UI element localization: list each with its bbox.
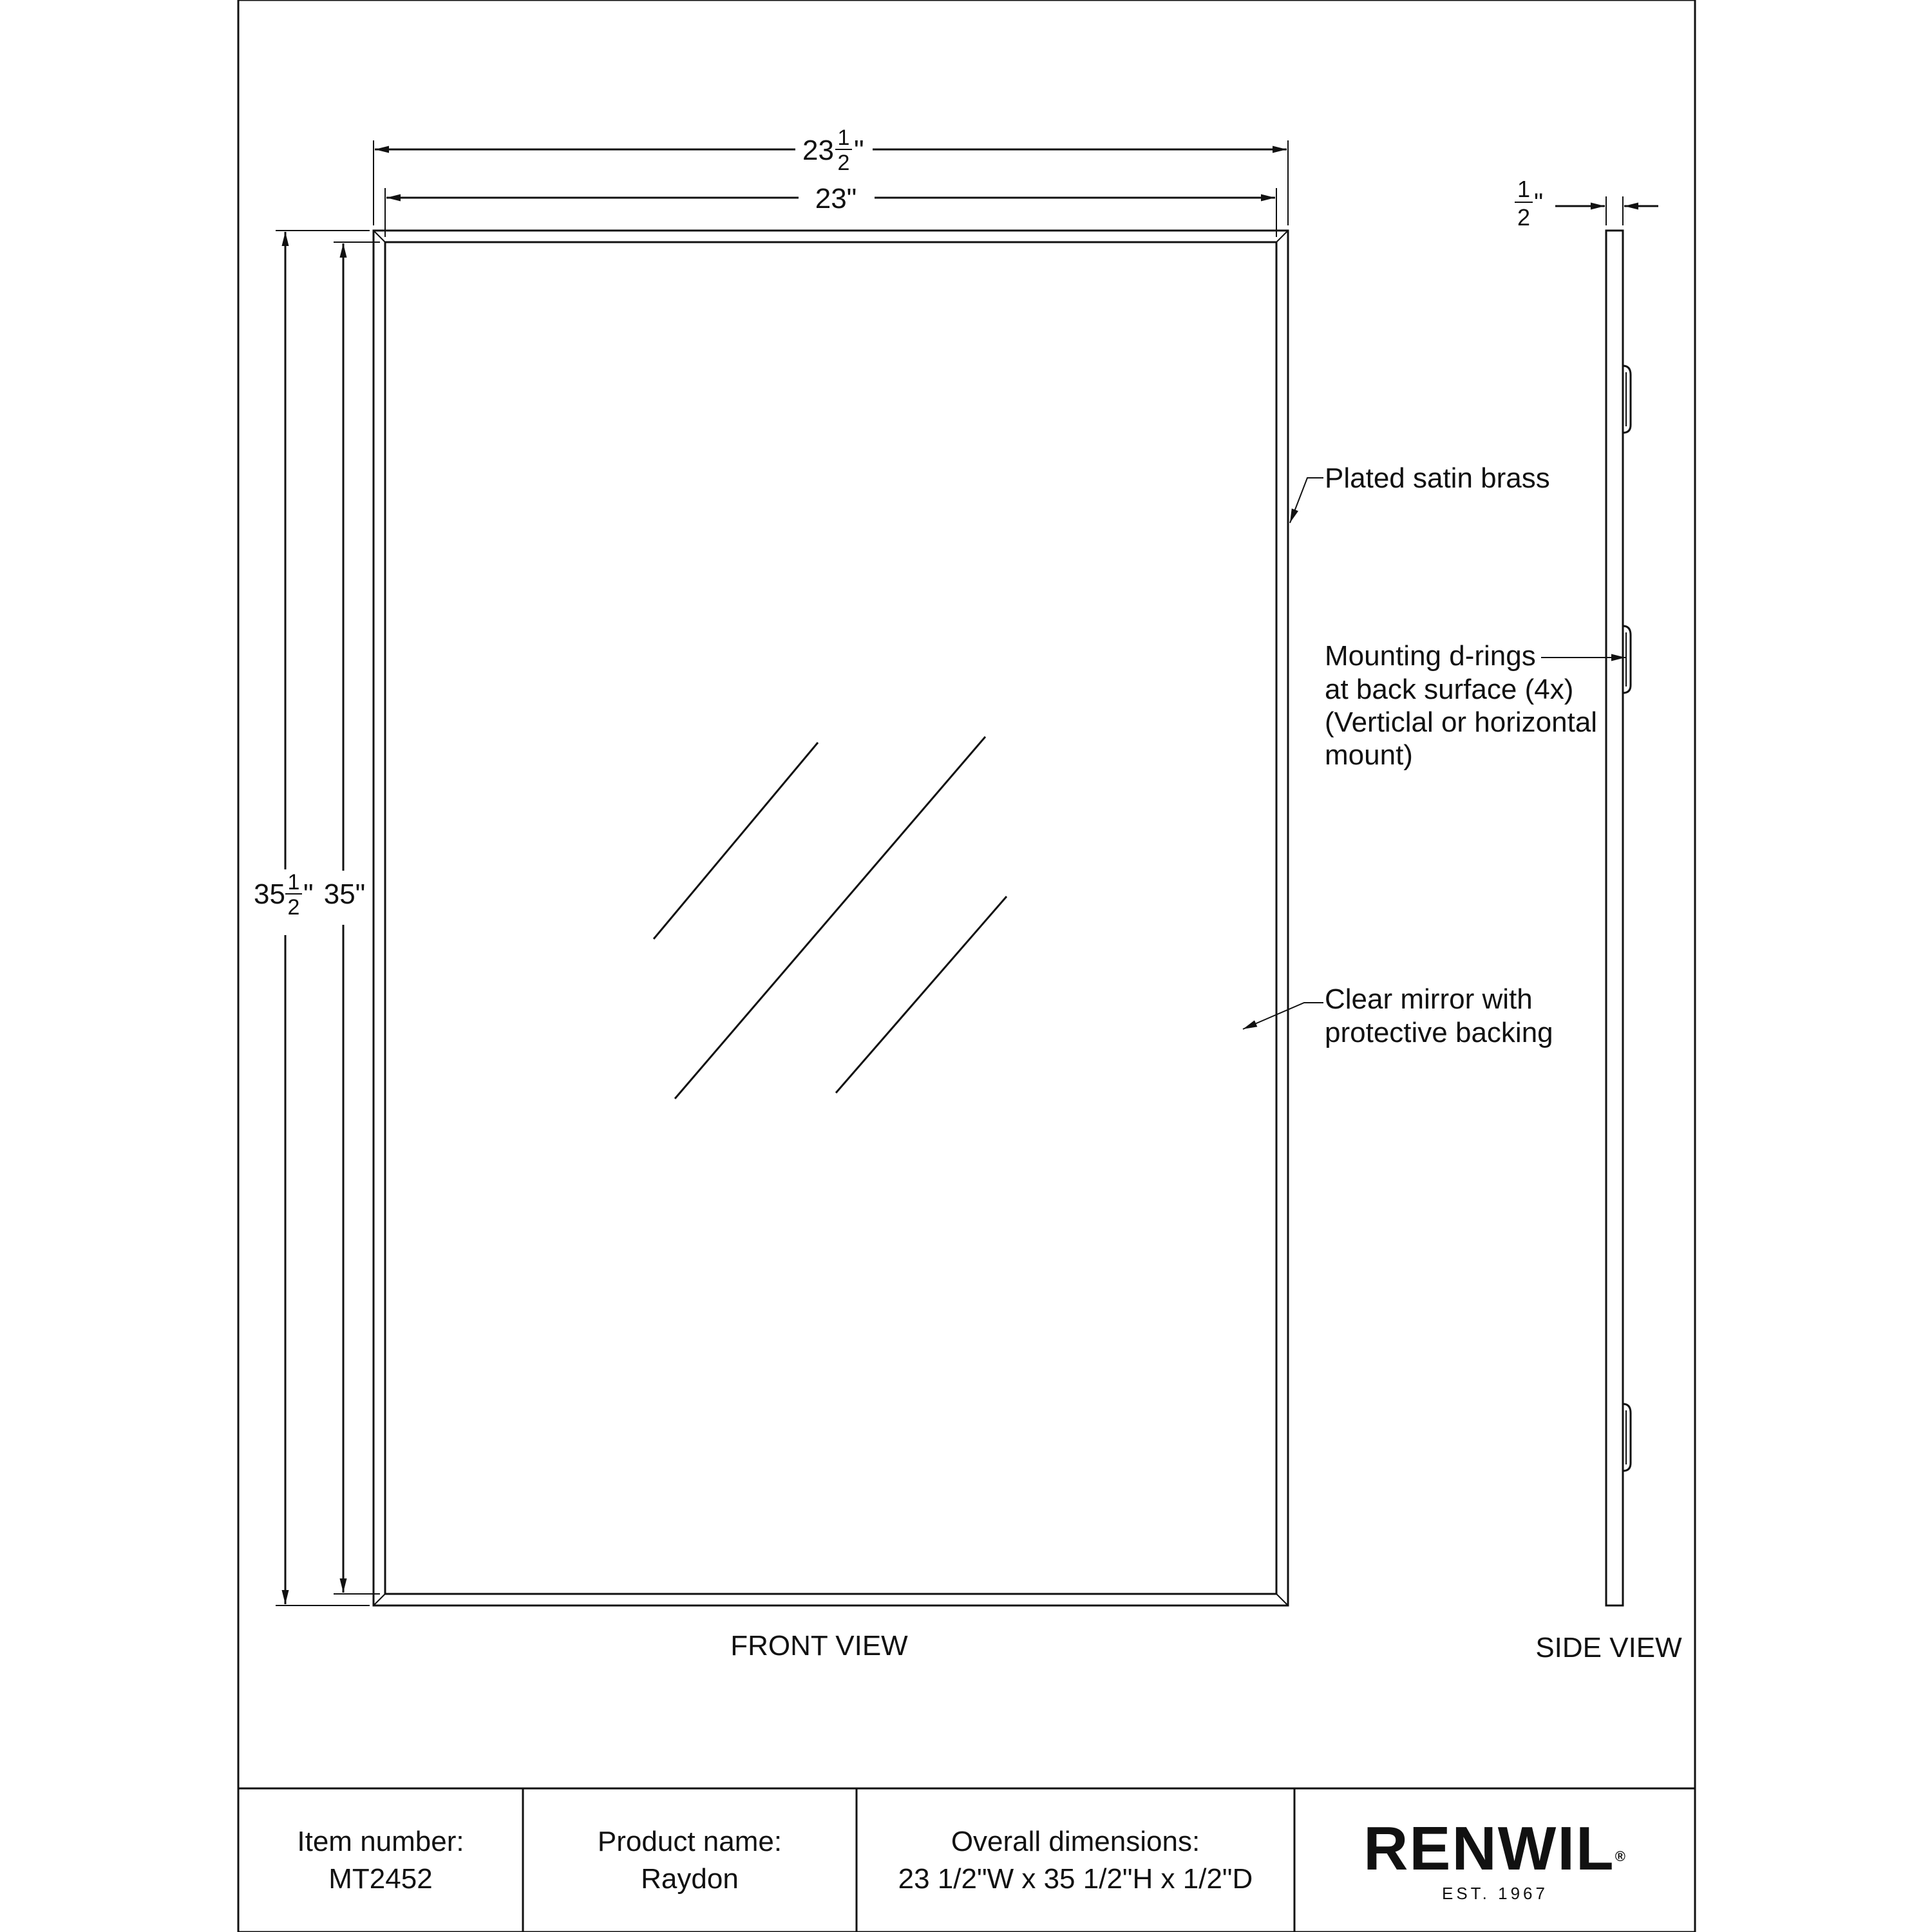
product-name-cell [523, 1788, 857, 1932]
height-dimension-outer [254, 231, 370, 1605]
svg-text:": " [854, 135, 864, 166]
width-dimension-inner [385, 183, 1276, 237]
svg-text:2: 2 [837, 151, 850, 175]
callout-mirror-line1: Clear mirror with [1325, 983, 1533, 1015]
sheet-border [238, 0, 1695, 1932]
glass-reflection-line [675, 737, 985, 1099]
width-outer-label: 23 [802, 135, 834, 166]
item-number-value: MT2452 [328, 1862, 433, 1895]
svg-text:2: 2 [287, 895, 300, 920]
callout-drings-line2: at back surface (4x) [1325, 674, 1574, 705]
callout-mirror-line2: protective backing [1325, 1017, 1553, 1048]
mirror-front-view [374, 231, 1288, 1605]
depth-label-num: 1 [1517, 176, 1531, 202]
registered-mark: ® [1615, 1848, 1627, 1864]
callout-drings-line4: mount) [1325, 739, 1413, 771]
callout-drings-line1: Mounting d-rings [1325, 640, 1536, 672]
width-inner-label: 23" [815, 183, 857, 214]
overall-dimensions-value: 23 1/2"W x 35 1/2"H x 1/2"D [898, 1862, 1253, 1895]
height-dimension-inner [324, 242, 380, 1594]
side-view-label: SIDE VIEW [1535, 1632, 1682, 1663]
frame-corner [1276, 231, 1288, 242]
product-name-value: Raydon [641, 1862, 739, 1895]
item-number-cell [238, 1788, 523, 1932]
brand-established: EST. 1967 [1442, 1884, 1548, 1903]
frame-corner [374, 231, 385, 242]
frame-corner [374, 1594, 385, 1605]
brand-logo [1294, 1788, 1696, 1932]
height-outer-label: 35 [254, 878, 285, 910]
product-name-label: Product name: [597, 1825, 782, 1857]
height-inner-label: 35" [323, 878, 366, 910]
side-profile [1606, 231, 1623, 1605]
brand-name: RENWIL [1363, 1814, 1615, 1883]
svg-text:": " [1534, 189, 1544, 217]
overall-dimensions-label: Overall dimensions: [951, 1825, 1200, 1857]
front-view-label: FRONT VIEW [730, 1630, 908, 1662]
item-number-label: Item number: [297, 1825, 464, 1857]
frame-corner [1276, 1594, 1288, 1605]
callout-drings [1325, 640, 1625, 771]
callout-frame-text: Plated satin brass [1325, 462, 1550, 494]
callout-drings-line3: (Verticlal or horizontal [1325, 706, 1598, 738]
callout-mirror [1243, 983, 1553, 1048]
svg-text:1: 1 [287, 870, 300, 895]
depth-label-den: 2 [1517, 204, 1531, 231]
overall-dimensions-cell [857, 1788, 1294, 1932]
callout-frame [1290, 462, 1550, 523]
svg-text:": " [303, 878, 314, 910]
glass-reflection-line [836, 896, 1007, 1093]
svg-text:1: 1 [837, 126, 850, 150]
glass-reflection-line [654, 743, 818, 939]
depth-dimension [1515, 176, 1658, 231]
mirror-side-view [1606, 231, 1631, 1605]
